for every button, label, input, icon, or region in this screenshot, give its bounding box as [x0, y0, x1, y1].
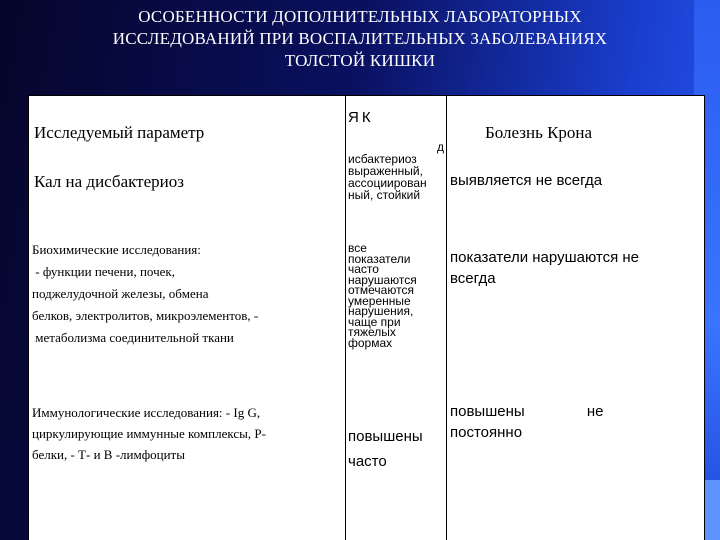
- row1-yak: [348, 141, 446, 201]
- row2-yak-line: формах: [348, 335, 393, 350]
- row2-yak-line: тяжелых: [348, 325, 396, 339]
- row2-param-line: - функции печени, почек,: [32, 264, 175, 279]
- row2-param-line: Биохимические исследования:: [32, 242, 201, 257]
- row1-yak-line: ный, стойкий: [348, 188, 421, 202]
- row3-yak: [348, 424, 423, 474]
- row2-yak-line: все: [348, 241, 367, 255]
- row2-crohn-line: всегда: [450, 270, 496, 287]
- row2-crohn-line: показатели нарушаются не: [450, 249, 639, 266]
- row3-yak-line: часто: [348, 453, 387, 470]
- column-divider-1: [345, 95, 346, 540]
- row2-crohn: [450, 247, 639, 289]
- row2-yak-line: чаще при: [348, 314, 401, 329]
- row1-param: Кал на дисбактериоз: [34, 172, 184, 191]
- row2-yak-line: отмечаются: [348, 283, 414, 297]
- row2-yak-line: показатели: [348, 251, 411, 266]
- table-border-top: [28, 95, 705, 96]
- header-param: Исследуемый параметр: [34, 123, 205, 142]
- row1-crohn: выявляется не всегда: [450, 172, 603, 189]
- title-line-1: ОСОБЕННОСТИ ДОПОЛНИТЕЛЬНЫХ ЛАБОРАТОРНЫХ: [138, 7, 582, 26]
- row3-yak-line: повышены: [348, 428, 423, 445]
- comparison-table: [28, 95, 705, 540]
- table-border-right: [704, 95, 705, 540]
- row2-yak: [348, 243, 446, 348]
- row3-param: [32, 402, 266, 465]
- row1-yak-line: выраженный,: [348, 164, 423, 178]
- table-border-left: [28, 95, 29, 540]
- row2-yak-line: нарушения,: [348, 304, 414, 318]
- column-divider-2: [446, 95, 447, 540]
- row2-param-line: метаболизма соединительной ткани: [32, 330, 234, 345]
- row1-yak-line: исбактериоз: [348, 152, 417, 166]
- row1-yak-line: д: [436, 140, 444, 154]
- row2-param: [32, 239, 258, 349]
- row1-yak-line: ассоциирован: [348, 176, 427, 190]
- row3-param-line: белки, - Т- и В -лимфоциты: [32, 447, 185, 462]
- slide-title: [40, 6, 680, 72]
- row2-yak-line: нарушаются: [348, 272, 417, 287]
- row3-crohn-line: постоянно: [450, 424, 523, 441]
- title-line-2: ИССЛЕДОВАНИЙ ПРИ ВОСПАЛИТЕЛЬНЫХ ЗАБОЛЕВАНИЯХ: [112, 29, 608, 48]
- title-line-3: ТОЛСТОЙ КИШКИ: [284, 51, 436, 70]
- row2-param-line: поджелудочной железы, обмена: [32, 286, 209, 301]
- header-yak: ЯК: [348, 109, 374, 126]
- row2-param-line: белков, электролитов, микроэлементов, -: [32, 308, 259, 323]
- row3-param-line: циркулирующие иммунные комплексы, Р-: [32, 426, 266, 441]
- row2-yak-line: часто: [348, 262, 379, 276]
- row3-crohn-line: повышены не: [450, 403, 604, 420]
- row3-crohn: [450, 401, 700, 443]
- row3-param-line: Иммунологические исследования: - Ig G,: [32, 405, 261, 420]
- row2-yak-line: умеренные: [348, 293, 411, 308]
- header-crohn: Болезнь Крона: [485, 123, 593, 142]
